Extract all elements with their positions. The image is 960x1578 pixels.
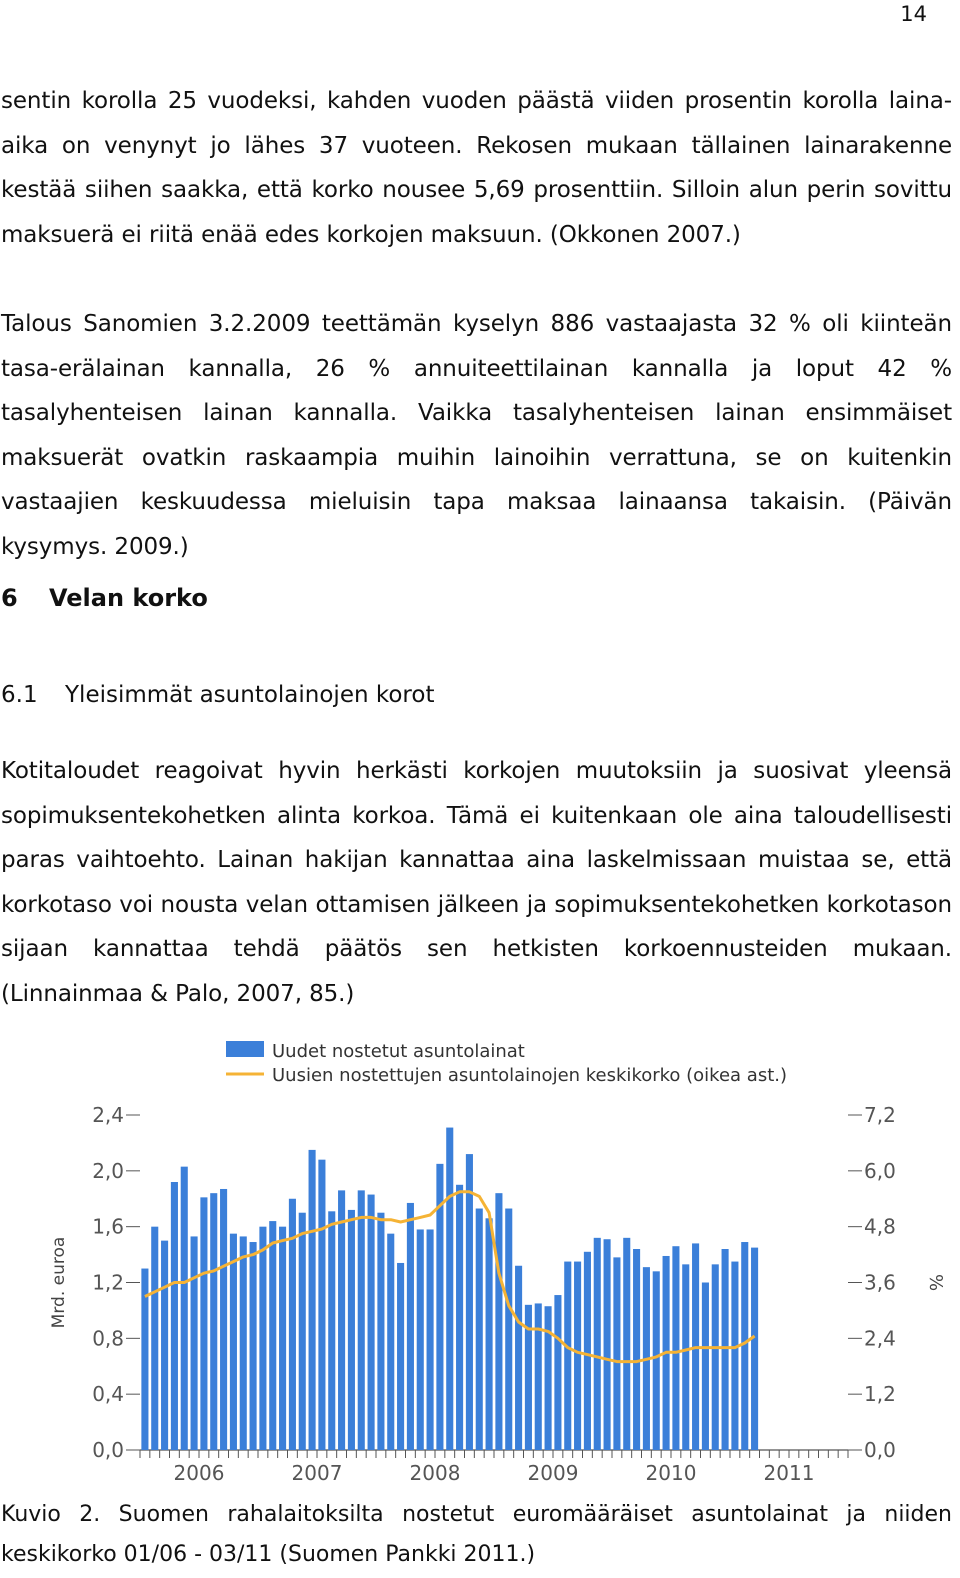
bar bbox=[466, 1154, 473, 1450]
bar bbox=[309, 1150, 316, 1450]
bar bbox=[486, 1218, 493, 1450]
paragraph-2: Talous Sanomien 3.2.2009 teettämän kyselyn 886 vastaajasta 32 % oli kiinteän tasa-erälainan kannalla, 26 % annuiteettilainan kannalla ja loput 42 % tasalyhenteisen lainan kannalla. Vaikka tasalyhenteisen lainan ensimmäiset maksuerät ovatkin raskaampia muihin lainoihin verrattuna, se on kuitenkin vastaajien keskuudessa mieluisin tapa maksaa lainaansa takaisin. (Päivän kysymys. 2009.) bbox=[1, 311, 952, 560]
bar bbox=[318, 1160, 325, 1450]
bar bbox=[613, 1257, 620, 1450]
bar bbox=[633, 1249, 640, 1450]
bar bbox=[604, 1239, 611, 1450]
bar bbox=[564, 1262, 571, 1450]
bar bbox=[456, 1185, 463, 1450]
paragraph-1: sentin korolla 25 vuodeksi, kahden vuoden päästä viiden prosentin korolla laina-aika on venynyt jo lähes 37 vuoteen. Rekosen mukaan tällainen lainarakenne kestää siihen saakka, että korko nousee 5,69 prosenttiin. Silloin alun perin sovittu maksuerä ei riitä enää edes korkojen maksuun. (Okkonen 2007.) bbox=[1, 88, 952, 248]
bar bbox=[672, 1246, 679, 1450]
left-tick-label: 0,4 bbox=[92, 1382, 124, 1407]
chart-bars bbox=[141, 1128, 758, 1450]
x-tick-label: 2009 bbox=[527, 1461, 579, 1485]
x-tick-label: 2006 bbox=[173, 1461, 225, 1485]
bar bbox=[535, 1303, 542, 1450]
section-heading bbox=[1, 584, 208, 612]
x-tick-label: 2011 bbox=[763, 1461, 815, 1485]
subsection-heading-text: Yleisimmät asuntolainojen korot bbox=[65, 682, 435, 708]
x-tick-label: 2007 bbox=[291, 1461, 343, 1485]
bar bbox=[328, 1211, 335, 1450]
left-tick-label: 0,8 bbox=[92, 1326, 124, 1351]
bar bbox=[279, 1227, 286, 1450]
bar bbox=[682, 1264, 689, 1450]
bar bbox=[269, 1221, 276, 1450]
bar bbox=[505, 1209, 512, 1450]
bar bbox=[171, 1182, 178, 1450]
right-tick-label: 4,8 bbox=[864, 1214, 896, 1239]
bar bbox=[210, 1193, 217, 1450]
bar bbox=[240, 1236, 247, 1450]
bar bbox=[722, 1249, 729, 1450]
bar bbox=[200, 1197, 207, 1450]
left-axis-label: Mrd. euroa bbox=[49, 1236, 69, 1329]
bar bbox=[338, 1190, 345, 1450]
right-tick-label: 0,0 bbox=[864, 1438, 896, 1462]
bar bbox=[594, 1238, 601, 1450]
bar bbox=[584, 1252, 591, 1450]
bar bbox=[259, 1227, 266, 1450]
left-tick-label: 0,0 bbox=[92, 1438, 124, 1462]
legend-label-bars: Uudet nostetut asuntolainat bbox=[272, 1041, 525, 1062]
left-tick-label: 2,4 bbox=[92, 1103, 124, 1127]
left-tick-label: 2,0 bbox=[92, 1158, 124, 1183]
bar bbox=[476, 1209, 483, 1450]
bar bbox=[446, 1128, 453, 1450]
bar bbox=[161, 1241, 168, 1450]
bar bbox=[731, 1262, 738, 1450]
bar bbox=[407, 1203, 414, 1450]
bar bbox=[230, 1234, 237, 1450]
bar bbox=[653, 1271, 660, 1450]
bar bbox=[417, 1229, 424, 1450]
bar bbox=[712, 1264, 719, 1450]
right-tick-label: 2,4 bbox=[864, 1326, 896, 1351]
section-heading-text: Velan korko bbox=[49, 584, 208, 612]
section-heading-number: 6 bbox=[1, 584, 18, 612]
figure-caption: Kuvio 2. Suomen rahalaitoksilta nostetut euromääräiset asuntolainat ja niiden keskikorko 01/06 - 03/11 (Suomen Pankki 2011.) bbox=[1, 1502, 952, 1567]
bar bbox=[368, 1195, 375, 1450]
bar bbox=[741, 1242, 748, 1450]
right-axis-label: % bbox=[925, 1273, 946, 1292]
left-tick-label: 1,6 bbox=[92, 1214, 124, 1239]
x-tick-label: 2010 bbox=[645, 1461, 697, 1485]
bar bbox=[181, 1167, 188, 1450]
paragraph-3: Kotitaloudet reagoivat hyvin herkästi korkojen muutoksiin ja suosivat yleensä sopimuksentekohetken alinta korkoa. Tämä ei kuitenkaan ole aina taloudellisesti paras vaihtoehto. Lainan hakijan kannattaa aina laskelmissaan muistaa se, että korkotaso voi nousta velan ottamisen jälkeen ja sopimuksentekohetken korkotason sijaan kannattaa tehdä päätös sen hetkisten korkoennusteiden mukaan. (Linnainmaa & Palo, 2007, 85.) bbox=[1, 758, 952, 1007]
bar bbox=[191, 1236, 198, 1450]
bar bbox=[387, 1234, 394, 1450]
bar bbox=[545, 1306, 552, 1450]
bar bbox=[495, 1193, 502, 1450]
bar bbox=[299, 1213, 306, 1450]
bar bbox=[151, 1227, 158, 1450]
bar bbox=[427, 1229, 434, 1450]
bar bbox=[574, 1262, 581, 1450]
bar bbox=[623, 1238, 630, 1450]
chart-legend bbox=[226, 1041, 787, 1086]
bar bbox=[397, 1263, 404, 1450]
loan-chart bbox=[0, 1030, 960, 1490]
bar bbox=[250, 1242, 257, 1450]
right-tick-label: 7,2 bbox=[864, 1103, 896, 1127]
right-tick-label: 1,2 bbox=[864, 1382, 896, 1407]
right-tick-label: 6,0 bbox=[864, 1158, 896, 1183]
bar bbox=[554, 1295, 561, 1450]
x-tick-label: 2008 bbox=[409, 1461, 461, 1485]
bar bbox=[377, 1213, 384, 1450]
bar bbox=[702, 1283, 709, 1451]
left-tick-label: 1,2 bbox=[92, 1270, 124, 1295]
subsection-heading-number: 6.1 bbox=[1, 682, 38, 708]
page-number: 14 bbox=[900, 2, 927, 26]
bar bbox=[348, 1210, 355, 1450]
subsection-heading bbox=[1, 682, 434, 708]
bar bbox=[220, 1189, 227, 1450]
legend-swatch-bars bbox=[226, 1041, 264, 1057]
bar bbox=[358, 1190, 365, 1450]
right-tick-label: 3,6 bbox=[864, 1270, 896, 1295]
bar bbox=[751, 1248, 758, 1450]
legend-label-line: Uusien nostettujen asuntolainojen keskikorko (oikea ast.) bbox=[272, 1065, 788, 1086]
bar bbox=[515, 1266, 522, 1450]
